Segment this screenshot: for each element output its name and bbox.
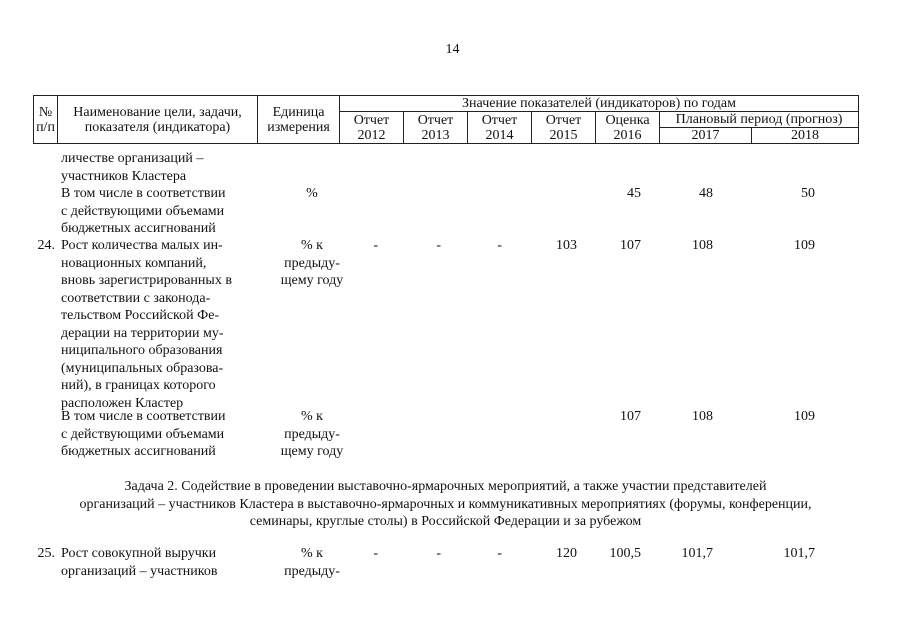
indicator-name-line: В том числе в соответствии: [61, 186, 226, 201]
header-year-2017: 2017: [660, 128, 752, 144]
task-2-heading: Задача 2. Содействие в проведении выставочно-ярмарочных мероприятий, а также участии представителей организаций – участников Кластера в выставочно-ярмарочных и коммуникативных мероприятиях (форумы, конференции, семинары, круглые столы) в Российской Федерации и за рубежом: [79, 479, 812, 529]
indicator-name-line: вновь зарегистрированных в: [61, 273, 232, 288]
value-cell: -: [436, 238, 441, 253]
value-cell: 109: [794, 409, 815, 424]
page-number: 14: [445, 42, 460, 57]
value-cell: 101,7: [681, 546, 713, 561]
header-name: Наименование цели, задачи, показателя (индикатора): [58, 96, 258, 144]
unit-line: щему году: [280, 273, 344, 288]
indicator-name-line: В том числе в соответствии: [61, 409, 226, 424]
unit-line: щему году: [280, 444, 344, 459]
unit-line: %: [306, 186, 318, 201]
header-year-2018: 2018: [752, 128, 859, 144]
value-cell: -: [497, 546, 502, 561]
value-cell: 120: [556, 546, 577, 561]
header-year-2016: Оценка 2016: [596, 112, 660, 144]
header-values: Значение показателей (индикаторов) по годам: [340, 96, 859, 112]
value-cell: 101,7: [783, 546, 815, 561]
row-number: 24.: [37, 238, 55, 253]
indicator-name-line: тельством Российской Фе-: [61, 308, 220, 323]
header-year-2014: Отчет 2014: [468, 112, 532, 144]
value-cell: 108: [692, 238, 713, 253]
value-cell: 100,5: [609, 546, 641, 561]
value-cell: 107: [620, 409, 641, 424]
indicator-name-line: Рост количества малых ин-: [61, 238, 223, 253]
value-cell: 50: [801, 186, 815, 201]
indicator-name-line: с действующими объемами: [61, 203, 225, 219]
unit-line: предыду-: [284, 563, 340, 579]
indicator-name-line: организаций – участников: [61, 563, 218, 579]
indicator-name-line: ний), в границах которого: [61, 378, 216, 393]
value-cell: 109: [794, 238, 815, 253]
header-year-2015: Отчет 2015: [532, 112, 596, 144]
indicator-name-line: дерации на территории му-: [61, 325, 224, 341]
indicator-name-line: расположен Кластер: [61, 395, 184, 411]
value-cell: -: [497, 238, 502, 253]
unit-line: предыду-: [284, 426, 340, 442]
indicator-name-line: бюджетных ассигнований: [61, 444, 216, 459]
value-cell: -: [436, 546, 441, 561]
header-unit: Единица измерения: [258, 96, 340, 144]
unit-line: % к: [301, 546, 323, 561]
indicator-name-line: соответствии с законода-: [61, 290, 211, 306]
indicator-name-line: участников Кластера: [61, 168, 187, 184]
value-cell: 45: [627, 186, 641, 201]
indicator-name-line: новационных компаний,: [61, 255, 207, 271]
header-year-2012: Отчет 2012: [340, 112, 404, 144]
value-cell: 103: [556, 238, 577, 253]
header-year-2013: Отчет 2013: [404, 112, 468, 144]
unit-line: % к: [301, 409, 323, 424]
indicator-name-line: ниципального образования: [61, 343, 223, 358]
indicator-name-line: личестве организаций –: [61, 151, 204, 166]
value-cell: 107: [620, 238, 641, 253]
indicator-name-line: бюджетных ассигнований: [61, 221, 216, 236]
header-plan-period: Плановый период (прогноз): [660, 112, 859, 128]
row-number: 25.: [37, 546, 55, 561]
value-cell: -: [373, 546, 378, 561]
value-cell: -: [373, 238, 378, 253]
unit-line: % к: [301, 238, 323, 253]
indicator-name-line: с действующими объемами: [61, 426, 225, 442]
unit-line: предыду-: [284, 255, 340, 271]
value-cell: 108: [692, 409, 713, 424]
value-cell: 48: [699, 186, 713, 201]
header-num: № п/п: [34, 96, 58, 144]
indicator-name-line: (муниципальных образова-: [61, 360, 224, 376]
indicator-name-line: Рост совокупной выручки: [61, 546, 217, 561]
indicator-table-header: [33, 95, 859, 144]
